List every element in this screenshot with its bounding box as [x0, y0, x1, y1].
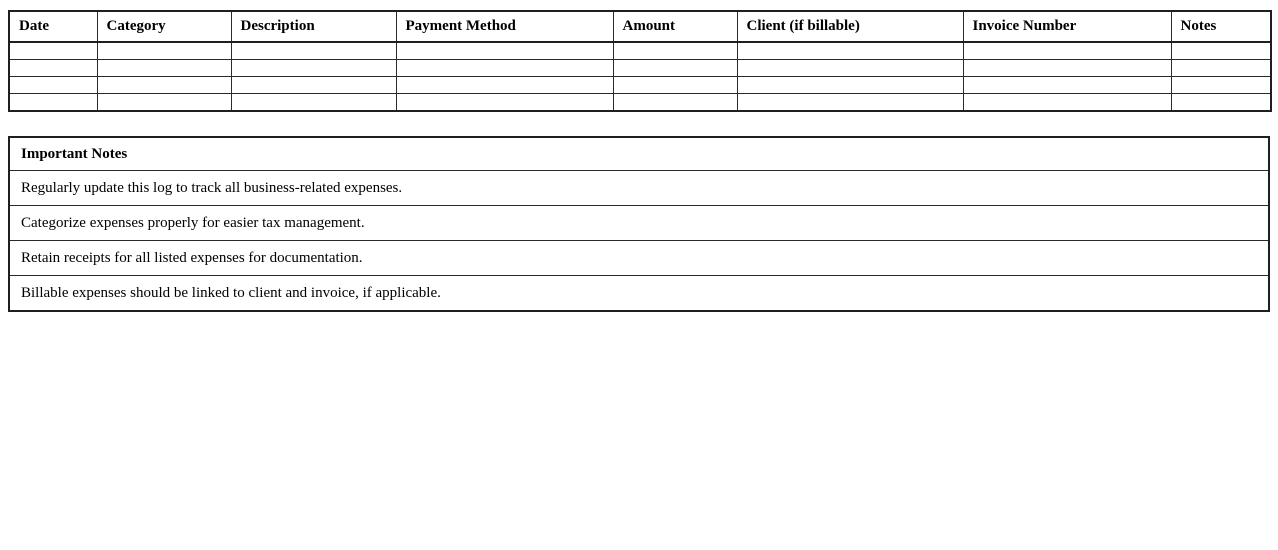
expense-cell-description[interactable] — [231, 77, 396, 94]
expense-table-row — [9, 60, 1271, 77]
note-item: Categorize expenses properly for easier tax management. — [10, 205, 1268, 240]
expense-cell-description[interactable] — [231, 42, 396, 60]
expense-cell-client[interactable] — [737, 94, 963, 112]
column-header-notes: Notes — [1171, 11, 1271, 42]
expense-table-row — [9, 42, 1271, 60]
note-item: Billable expenses should be linked to client and invoice, if applicable. — [10, 275, 1268, 310]
expense-table-row — [9, 94, 1271, 112]
column-header-client: Client (if billable) — [737, 11, 963, 42]
expense-table-header-row — [9, 11, 1271, 42]
expense-table-row — [9, 77, 1271, 94]
expense-cell-amount[interactable] — [613, 94, 737, 112]
expense-cell-category[interactable] — [97, 94, 231, 112]
important-notes-section — [8, 136, 1270, 312]
expense-cell-amount[interactable] — [613, 77, 737, 94]
column-header-invoice-number: Invoice Number — [963, 11, 1171, 42]
expense-cell-payment-method[interactable] — [396, 42, 613, 60]
expense-cell-category[interactable] — [97, 60, 231, 77]
note-item: Regularly update this log to track all business-related expenses. — [10, 170, 1268, 205]
expense-cell-invoice-number[interactable] — [963, 42, 1171, 60]
column-header-category: Category — [97, 11, 231, 42]
expense-cell-date[interactable] — [9, 94, 97, 112]
expense-cell-invoice-number[interactable] — [963, 77, 1171, 94]
expense-cell-client[interactable] — [737, 42, 963, 60]
expense-cell-notes[interactable] — [1171, 77, 1271, 94]
expense-cell-payment-method[interactable] — [396, 94, 613, 112]
note-item: Retain receipts for all listed expenses for documentation. — [10, 240, 1268, 275]
expense-log-table — [8, 10, 1272, 112]
column-header-date: Date — [9, 11, 97, 42]
expense-cell-notes[interactable] — [1171, 94, 1271, 112]
expense-cell-payment-method[interactable] — [396, 60, 613, 77]
expense-cell-notes[interactable] — [1171, 60, 1271, 77]
expense-cell-description[interactable] — [231, 60, 396, 77]
important-notes-title: Important Notes — [21, 145, 128, 162]
expense-cell-notes[interactable] — [1171, 42, 1271, 60]
expense-cell-invoice-number[interactable] — [963, 94, 1171, 112]
expense-cell-client[interactable] — [737, 60, 963, 77]
expense-cell-date[interactable] — [9, 77, 97, 94]
column-header-payment-method: Payment Method — [396, 11, 613, 42]
expense-cell-amount[interactable] — [613, 60, 737, 77]
column-header-amount: Amount — [613, 11, 737, 42]
expense-log-document — [0, 10, 1278, 550]
expense-cell-amount[interactable] — [613, 42, 737, 60]
expense-cell-payment-method[interactable] — [396, 77, 613, 94]
expense-cell-client[interactable] — [737, 77, 963, 94]
expense-cell-category[interactable] — [97, 77, 231, 94]
expense-cell-date[interactable] — [9, 60, 97, 77]
expense-cell-description[interactable] — [231, 94, 396, 112]
expense-cell-category[interactable] — [97, 42, 231, 60]
column-header-description: Description — [231, 11, 396, 42]
expense-cell-date[interactable] — [9, 42, 97, 60]
expense-cell-invoice-number[interactable] — [963, 60, 1171, 77]
